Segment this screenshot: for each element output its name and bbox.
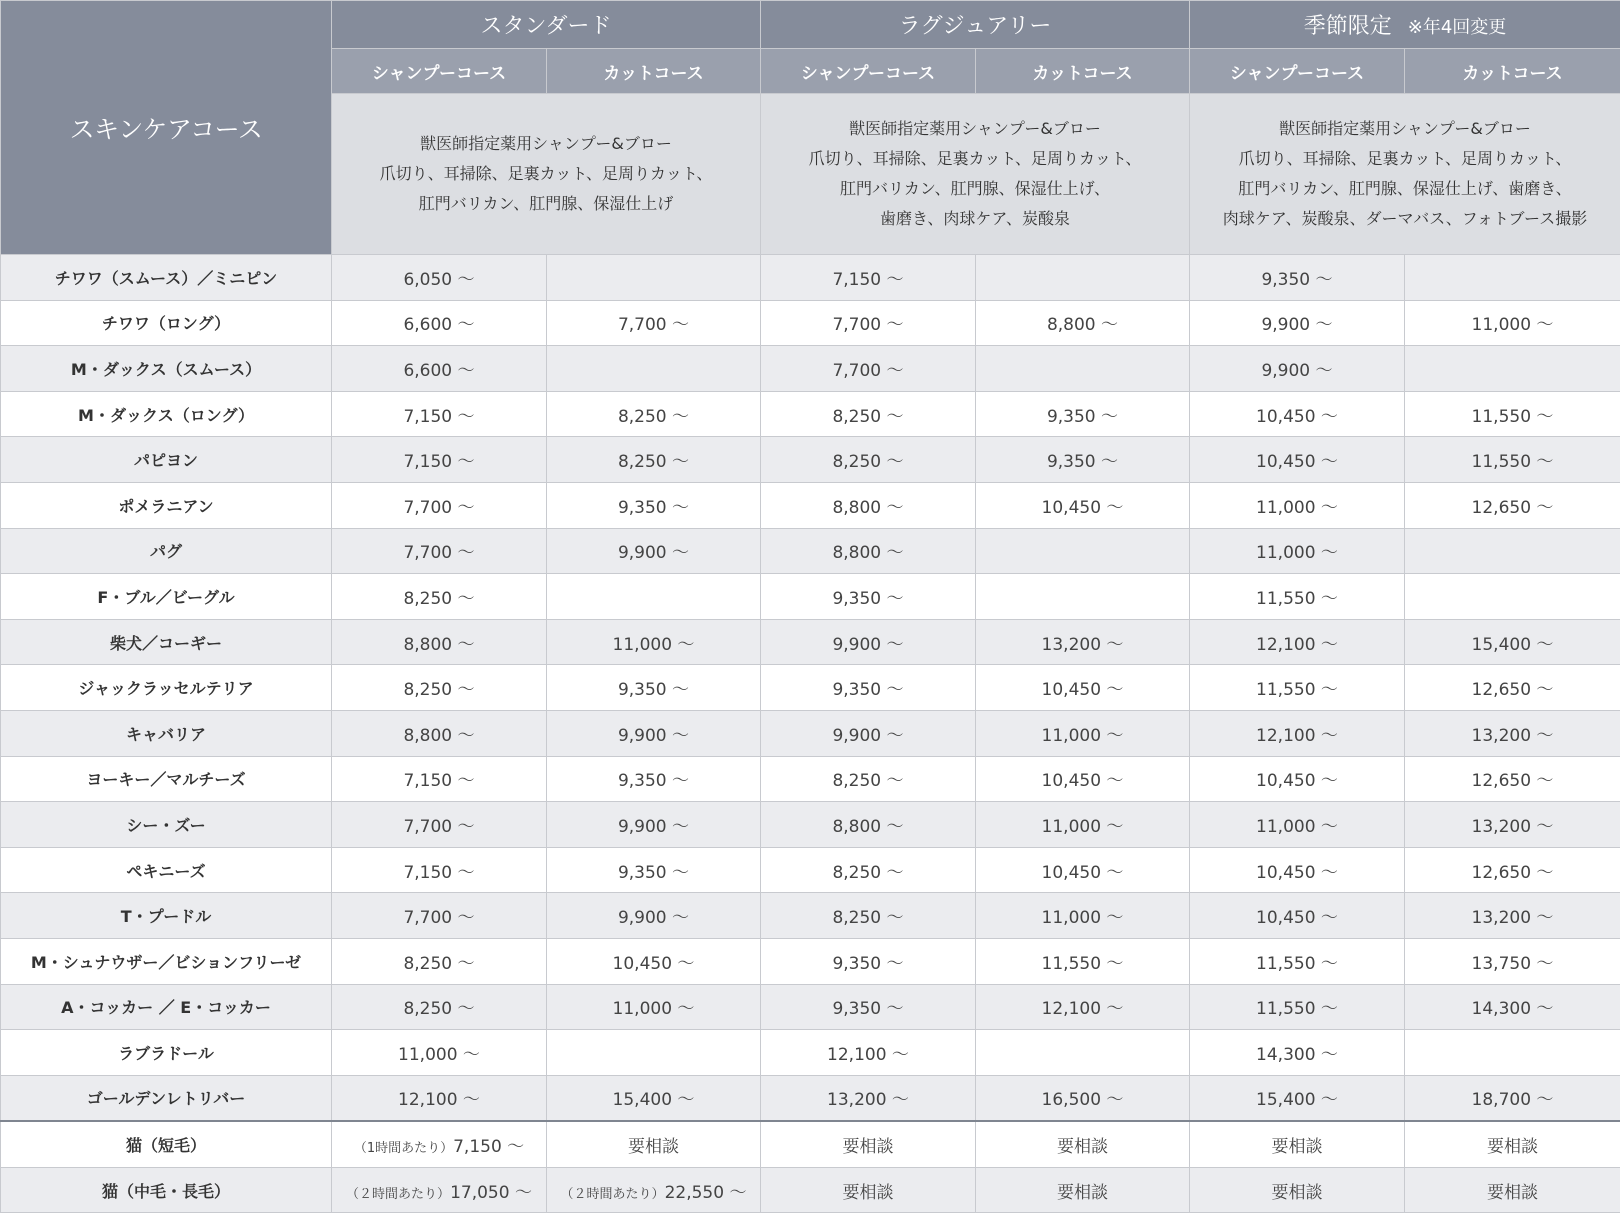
- description-line: 爪切り、耳掃除、足裏カット、足周りカット、: [1190, 144, 1620, 174]
- price-cell: 8,800 ～: [332, 619, 547, 665]
- price-cell: [976, 1030, 1190, 1076]
- table-row: [1, 300, 1620, 346]
- price-cell: 7,700 ～: [332, 528, 547, 574]
- price-value: 要相談: [1057, 1183, 1108, 1203]
- price-cell: 15,400 ～: [547, 1075, 761, 1121]
- price-cell: 9,350 ～: [547, 756, 761, 802]
- price-cell: 18,700 ～: [1405, 1075, 1620, 1121]
- price-cell: 12,650 ～: [1405, 847, 1620, 893]
- table-row: [1, 1030, 1620, 1076]
- price-cell: 9,350 ～: [1190, 255, 1405, 301]
- breed-name: 猫（短毛）: [1, 1121, 332, 1167]
- table-row: [1, 391, 1620, 437]
- price-prefix: （1時間あたり）: [354, 1141, 453, 1156]
- price-cell: 10,450 ～: [1190, 893, 1405, 939]
- price-cell: [547, 1030, 761, 1076]
- price-cell: 8,250 ～: [761, 437, 976, 483]
- price-cell: 16,500 ～: [976, 1075, 1190, 1121]
- price-cell: 11,550 ～: [976, 938, 1190, 984]
- price-cell: 8,250 ～: [761, 847, 976, 893]
- price-cell: 11,000 ～: [1190, 802, 1405, 848]
- corner-label: スキンケアコース: [1, 1, 332, 255]
- price-cell: [976, 1121, 1190, 1167]
- table-row: [1, 255, 1620, 301]
- price-value: 要相談: [1487, 1183, 1538, 1203]
- price-cell: 11,550 ～: [1405, 391, 1620, 437]
- price-cell: 10,450 ～: [976, 756, 1190, 802]
- price-cell: 8,250 ～: [332, 665, 547, 711]
- description-line: 爪切り、耳掃除、足裏カット、足周りカット、: [761, 144, 1189, 174]
- description-line: 歯磨き、肉球ケア、炭酸泉: [761, 204, 1189, 234]
- price-cell: [976, 1167, 1190, 1213]
- price-cell: 7,700 ～: [761, 346, 976, 392]
- price-cell: 11,000 ～: [976, 802, 1190, 848]
- breed-name: ペキニーズ: [1, 847, 332, 893]
- price-cell: [1190, 1121, 1405, 1167]
- price-cell: [547, 1167, 761, 1213]
- breed-name: F・ブル／ビーグル: [1, 574, 332, 620]
- price-cell: 10,450 ～: [547, 938, 761, 984]
- price-cell: 11,550 ～: [1190, 665, 1405, 711]
- description-line: 肉球ケア、炭酸泉、ダーマバス、フォトブース撮影: [1190, 204, 1620, 234]
- price-value: 要相談: [628, 1137, 679, 1157]
- price-value: 要相談: [1057, 1137, 1108, 1157]
- breed-name: キャバリア: [1, 710, 332, 756]
- price-cell: 12,100 ～: [332, 1075, 547, 1121]
- price-cell: 8,250 ～: [547, 437, 761, 483]
- price-cell: 9,900 ～: [1190, 346, 1405, 392]
- price-cell: 9,900 ～: [761, 710, 976, 756]
- price-cell: 9,350 ～: [547, 847, 761, 893]
- plan-header-seasonal: [1190, 1, 1620, 49]
- plan-header-luxury: [761, 1, 1190, 49]
- price-cell: [1405, 528, 1620, 574]
- breed-name: 柴犬／コーギー: [1, 619, 332, 665]
- price-cell: 7,700 ～: [761, 300, 976, 346]
- price-cell: 15,400 ～: [1190, 1075, 1405, 1121]
- price-cell: 9,900 ～: [761, 619, 976, 665]
- table-row: [1, 1121, 1620, 1167]
- breed-name: パピヨン: [1, 437, 332, 483]
- price-cell: 13,200 ～: [976, 619, 1190, 665]
- breed-name: チワワ（スムース）／ミニピン: [1, 255, 332, 301]
- price-value: 要相談: [843, 1137, 894, 1157]
- price-cell: 11,000 ～: [332, 1030, 547, 1076]
- price-cell: 9,900 ～: [1190, 300, 1405, 346]
- price-cell: 8,250 ～: [332, 984, 547, 1030]
- price-cell: 14,300 ～: [1405, 984, 1620, 1030]
- price-cell: 7,150 ～: [332, 847, 547, 893]
- price-cell: 9,350 ～: [976, 391, 1190, 437]
- price-cell: [976, 574, 1190, 620]
- table-row: [1, 619, 1620, 665]
- sub-header-shampoo: シャンプーコース: [761, 49, 976, 94]
- price-cell: 11,000 ～: [547, 619, 761, 665]
- price-cell: 13,200 ～: [1405, 710, 1620, 756]
- description-line: 肛門バリカン、肛門腺、保湿仕上げ、: [761, 174, 1189, 204]
- description-line: 獣医師指定薬用シャンプー&ブロー: [761, 114, 1189, 144]
- breed-name: ラブラドール: [1, 1030, 332, 1076]
- price-cell: 8,250 ～: [332, 574, 547, 620]
- price-cell: [1405, 346, 1620, 392]
- price-cell: 9,900 ～: [547, 893, 761, 939]
- price-cell: 8,250 ～: [761, 391, 976, 437]
- price-rows: [1, 255, 1620, 1213]
- plan-header-standard: [332, 1, 761, 49]
- price-cell: 11,000 ～: [976, 893, 1190, 939]
- breed-name: シー・ズー: [1, 802, 332, 848]
- price-cell: 12,100 ～: [976, 984, 1190, 1030]
- price-cell: [1405, 1167, 1620, 1213]
- price-cell: 10,450 ～: [976, 847, 1190, 893]
- price-cell: 13,750 ～: [1405, 938, 1620, 984]
- price-cell: 11,000 ～: [1190, 528, 1405, 574]
- price-cell: 7,700 ～: [332, 802, 547, 848]
- breed-name: ポメラニアン: [1, 482, 332, 528]
- price-value: 17,050 ～: [450, 1183, 532, 1203]
- price-cell: 11,550 ～: [1190, 984, 1405, 1030]
- table-row: [1, 1167, 1620, 1213]
- price-cell: 7,150 ～: [332, 437, 547, 483]
- description-line: 獣医師指定薬用シャンプー&ブロー: [332, 129, 760, 159]
- price-cell: [976, 346, 1190, 392]
- price-cell: [1190, 1167, 1405, 1213]
- breed-name: パグ: [1, 528, 332, 574]
- price-cell: 10,450 ～: [1190, 756, 1405, 802]
- price-cell: 13,200 ～: [1405, 802, 1620, 848]
- plan-name: ラグジュアリー: [899, 14, 1052, 39]
- table-row: [1, 847, 1620, 893]
- price-cell: 10,450 ～: [1190, 847, 1405, 893]
- price-cell: [547, 255, 761, 301]
- breed-name: T・プードル: [1, 893, 332, 939]
- price-cell: [1405, 1121, 1620, 1167]
- price-cell: [547, 346, 761, 392]
- price-cell: 10,450 ～: [1190, 391, 1405, 437]
- plan-description: [332, 94, 761, 255]
- price-cell: 8,800 ～: [976, 300, 1190, 346]
- price-cell: 8,250 ～: [761, 893, 976, 939]
- price-cell: 9,900 ～: [547, 802, 761, 848]
- price-cell: 9,350 ～: [761, 938, 976, 984]
- price-cell: 13,200 ～: [761, 1075, 976, 1121]
- table-row: [1, 802, 1620, 848]
- price-cell: 11,000 ～: [1405, 300, 1620, 346]
- price-cell: 10,450 ～: [976, 482, 1190, 528]
- price-prefix: （２時間あたり）: [346, 1187, 450, 1202]
- price-cell: 7,150 ～: [332, 391, 547, 437]
- price-cell: 15,400 ～: [1405, 619, 1620, 665]
- price-cell: 8,250 ～: [332, 938, 547, 984]
- price-cell: 8,800 ～: [761, 528, 976, 574]
- price-cell: 9,900 ～: [547, 710, 761, 756]
- price-cell: 13,200 ～: [1405, 893, 1620, 939]
- price-cell: 8,250 ～: [761, 756, 976, 802]
- description-line: 肛門バリカン、肛門腺、保湿仕上げ、歯磨き、: [1190, 174, 1620, 204]
- price-cell: 7,700 ～: [332, 893, 547, 939]
- price-value: 要相談: [843, 1183, 894, 1203]
- breed-name: M・ダックス（ロング）: [1, 391, 332, 437]
- description-line: 爪切り、耳掃除、足裏カット、足周りカット、: [332, 159, 760, 189]
- price-cell: 11,550 ～: [1190, 574, 1405, 620]
- breed-name: ヨーキー／マルチーズ: [1, 756, 332, 802]
- price-value: 22,550 ～: [665, 1183, 747, 1203]
- price-cell: 8,250 ～: [547, 391, 761, 437]
- price-cell: 9,350 ～: [761, 665, 976, 711]
- price-cell: 12,650 ～: [1405, 482, 1620, 528]
- price-cell: 6,050 ～: [332, 255, 547, 301]
- table-row: [1, 893, 1620, 939]
- breed-name: ジャックラッセルテリア: [1, 665, 332, 711]
- price-cell: 7,700 ～: [332, 482, 547, 528]
- description-line: 肛門バリカン、肛門腺、保湿仕上げ: [332, 189, 760, 219]
- description-line: 獣医師指定薬用シャンプー&ブロー: [1190, 114, 1620, 144]
- price-cell: [761, 1167, 976, 1213]
- price-cell: 8,800 ～: [332, 710, 547, 756]
- price-cell: 9,350 ～: [761, 574, 976, 620]
- price-cell: [1405, 574, 1620, 620]
- sub-header-shampoo: シャンプーコース: [332, 49, 547, 94]
- price-cell: 12,650 ～: [1405, 665, 1620, 711]
- price-cell: 9,350 ～: [761, 984, 976, 1030]
- price-cell: 9,350 ～: [547, 665, 761, 711]
- breed-name: M・ダックス（スムース）: [1, 346, 332, 392]
- price-cell: [976, 528, 1190, 574]
- price-cell: 7,700 ～: [547, 300, 761, 346]
- table-row: [1, 984, 1620, 1030]
- price-value: 要相談: [1487, 1137, 1538, 1157]
- price-cell: 7,150 ～: [761, 255, 976, 301]
- price-cell: [547, 1121, 761, 1167]
- table-row: [1, 528, 1620, 574]
- price-cell: 10,450 ～: [976, 665, 1190, 711]
- price-cell: 11,000 ～: [547, 984, 761, 1030]
- table-row: [1, 710, 1620, 756]
- plan-name: 季節限定: [1304, 14, 1392, 39]
- price-cell: 12,100 ～: [761, 1030, 976, 1076]
- table-row: [1, 665, 1620, 711]
- plan-description: [761, 94, 1190, 255]
- price-cell: [332, 1167, 547, 1213]
- price-cell: 9,900 ～: [547, 528, 761, 574]
- price-prefix: （２時間あたり）: [561, 1187, 665, 1202]
- sub-header-cut: カットコース: [1405, 49, 1620, 94]
- price-cell: 7,150 ～: [332, 756, 547, 802]
- breed-name: A・コッカー ／ E・コッカー: [1, 984, 332, 1030]
- plan-description: [1190, 94, 1620, 255]
- table-row: [1, 437, 1620, 483]
- table-row: [1, 346, 1620, 392]
- price-cell: 9,350 ～: [547, 482, 761, 528]
- price-cell: 8,800 ～: [761, 802, 976, 848]
- price-value: 要相談: [1272, 1183, 1323, 1203]
- table-row: [1, 574, 1620, 620]
- plan-name: スタンダード: [480, 14, 611, 39]
- table-row: [1, 938, 1620, 984]
- plan-note: ※年4回変更: [1408, 17, 1507, 38]
- price-cell: 12,100 ～: [1190, 710, 1405, 756]
- price-cell: 14,300 ～: [1190, 1030, 1405, 1076]
- price-cell: [332, 1121, 547, 1167]
- sub-header-cut: カットコース: [547, 49, 761, 94]
- price-cell: [761, 1121, 976, 1167]
- price-cell: 12,650 ～: [1405, 756, 1620, 802]
- sub-header-shampoo: シャンプーコース: [1190, 49, 1405, 94]
- price-cell: 6,600 ～: [332, 300, 547, 346]
- table-row: [1, 1075, 1620, 1121]
- price-cell: 10,450 ～: [1190, 437, 1405, 483]
- price-cell: [1405, 255, 1620, 301]
- price-cell: 11,000 ～: [976, 710, 1190, 756]
- breed-name: M・シュナウザー／ビションフリーゼ: [1, 938, 332, 984]
- breed-name: 猫（中毛・長毛）: [1, 1167, 332, 1213]
- table-row: [1, 756, 1620, 802]
- price-cell: 11,550 ～: [1405, 437, 1620, 483]
- price-cell: 11,550 ～: [1190, 938, 1405, 984]
- price-cell: [976, 255, 1190, 301]
- table-row: [1, 482, 1620, 528]
- price-cell: [547, 574, 761, 620]
- price-cell: 6,600 ～: [332, 346, 547, 392]
- price-value: 要相談: [1272, 1137, 1323, 1157]
- price-cell: 11,000 ～: [1190, 482, 1405, 528]
- price-value: 7,150 ～: [453, 1137, 524, 1157]
- price-cell: [1405, 1030, 1620, 1076]
- price-cell: 9,350 ～: [976, 437, 1190, 483]
- sub-header-cut: カットコース: [976, 49, 1190, 94]
- price-cell: 8,800 ～: [761, 482, 976, 528]
- breed-name: ゴールデンレトリバー: [1, 1075, 332, 1121]
- breed-name: チワワ（ロング）: [1, 300, 332, 346]
- price-cell: 12,100 ～: [1190, 619, 1405, 665]
